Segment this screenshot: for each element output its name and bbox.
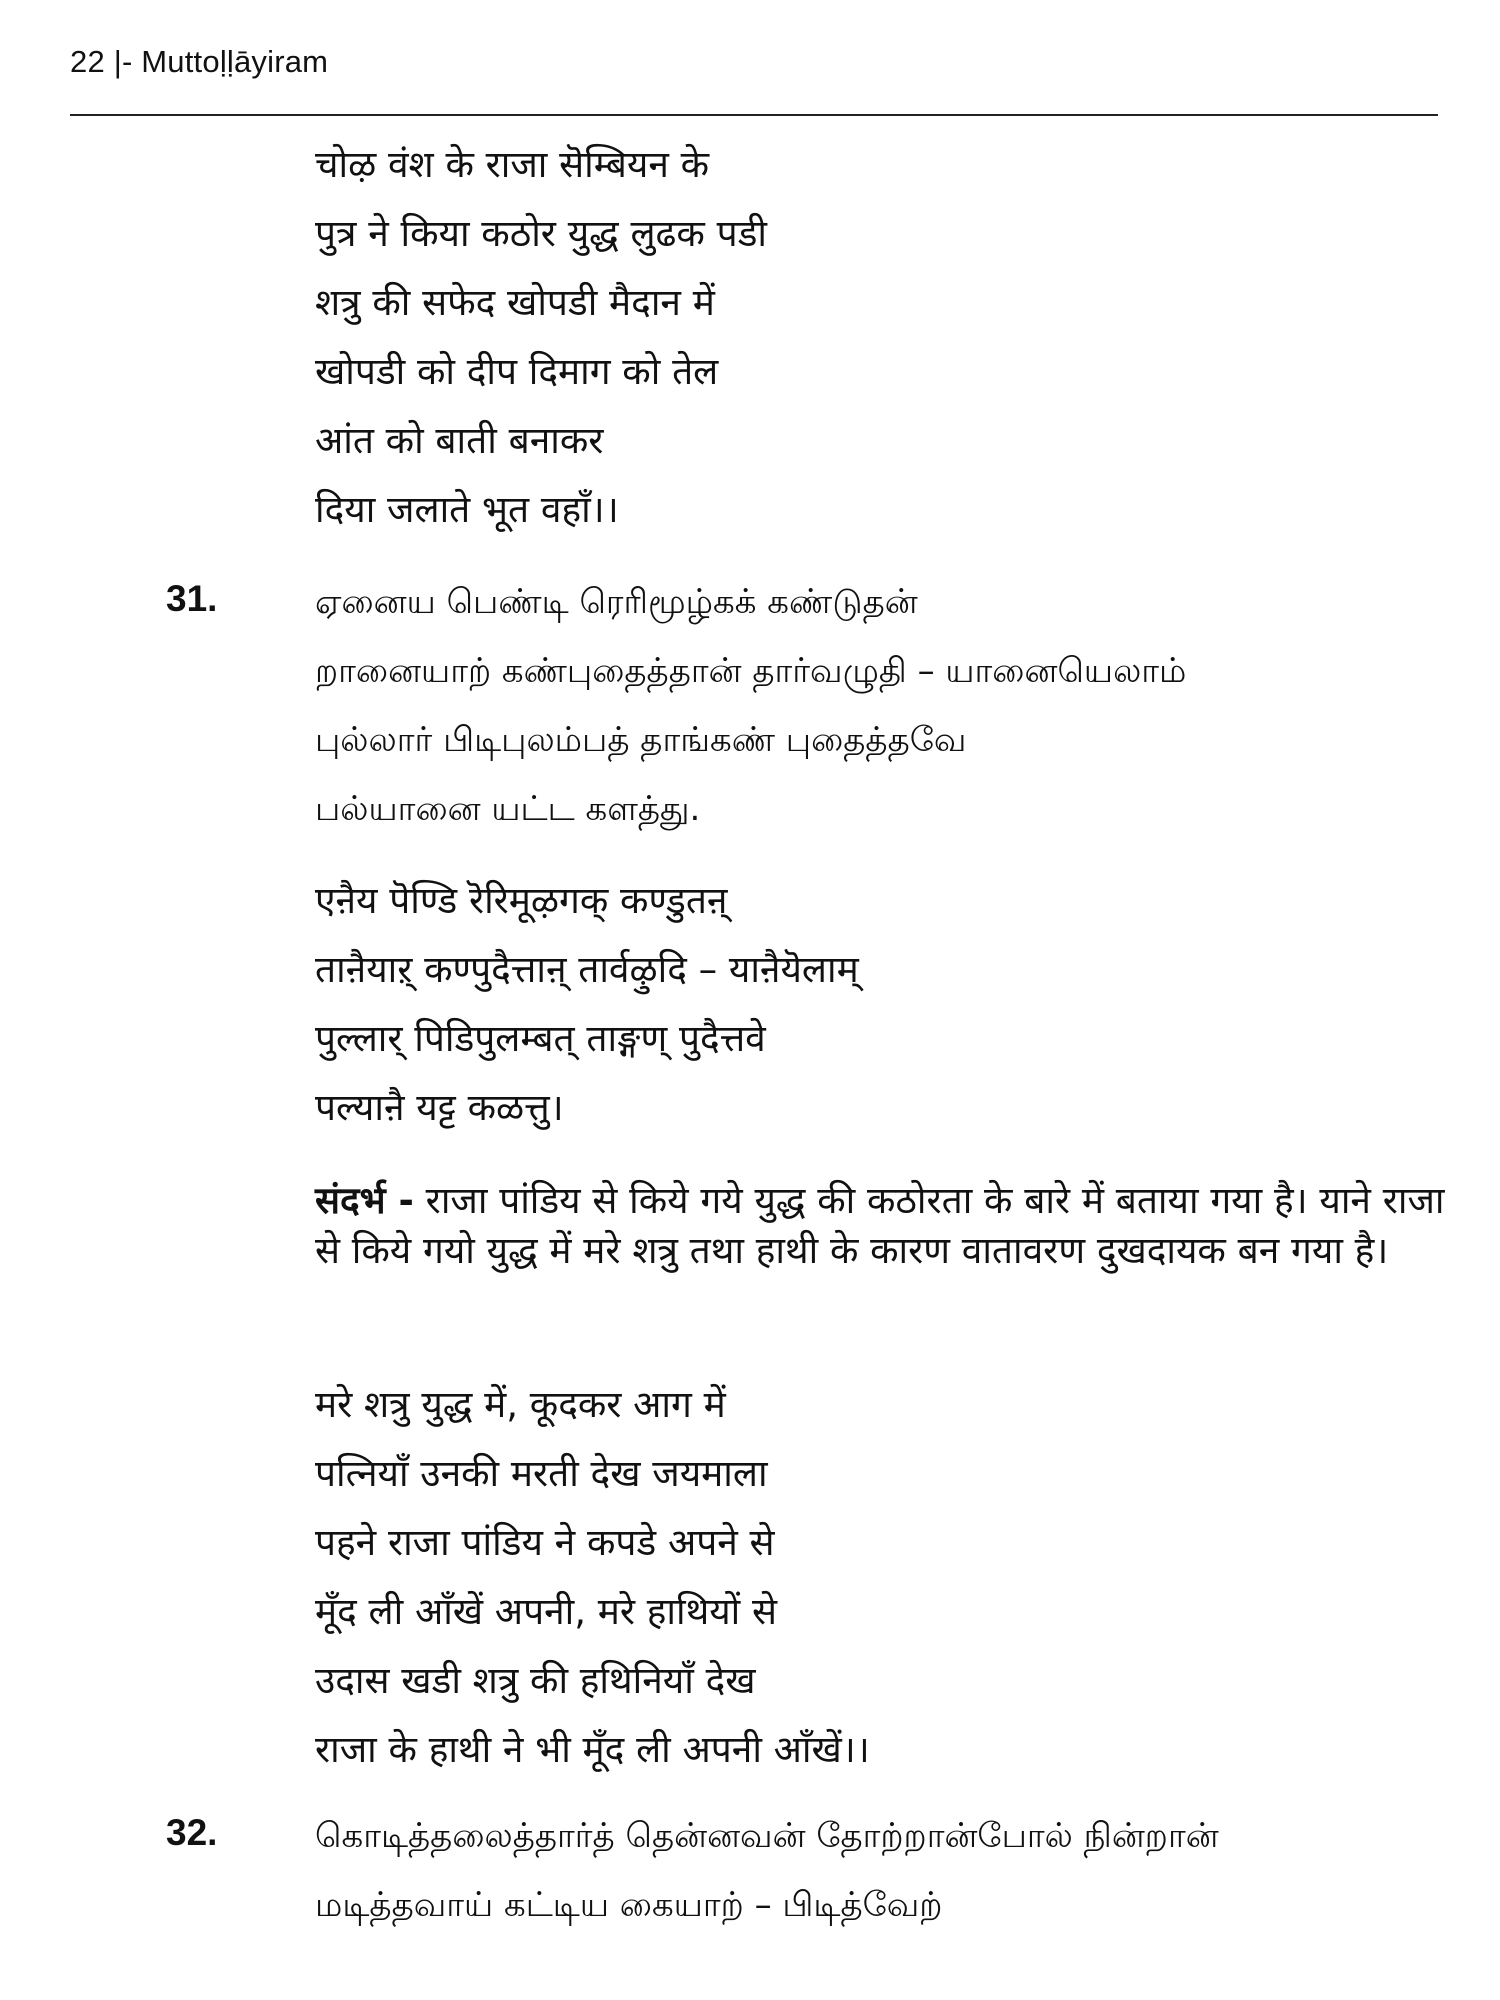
verse-32-tamil (315, 1802, 1455, 1940)
verse-line: पुत्र ने किया कठोर युद्ध लुढक पडी (315, 212, 767, 255)
tamil-line: பல்யானை யட்ட களத்து. (315, 789, 701, 829)
verse-line: खोपडी को दीप दिमाग को तेल (315, 350, 719, 393)
verse-line: शत्रु की सफेद खोपडी मैदान में (315, 281, 715, 324)
translation-line: मूँद ली आँखें अपनी, मरे हाथियों से (315, 1590, 778, 1633)
verse-line: दिया जलाते भूत वहाँ।। (315, 488, 619, 531)
translation-line: पहने राजा पांडिय ने कपडे अपने से (315, 1521, 775, 1564)
verse-number-31: 31. (166, 578, 218, 619)
transliteration-line: पल्याऩै यट्ट कळत्तु। (315, 1086, 564, 1129)
verse-line: आंत को बाती बनाकर (315, 419, 604, 462)
tamil-line: ஏனைய பெண்டி ரெரிமூழ்கக் கண்டுதன் (315, 582, 918, 622)
verse-31-context (315, 1176, 1465, 1276)
verse-number-32: 32. (166, 1812, 218, 1853)
translation-line: मरे शत्रु युद्ध में, कूदकर आग में (315, 1383, 726, 1426)
tamil-line: புல்லார் பிடிபுலம்பத் தாங்கண் புதைத்தவே (315, 720, 967, 760)
transliteration-line: पुल्लार् पिडिपुलम्बत् ताङ्गण् पुदैत्तवे (315, 1017, 766, 1060)
intro-stanza (315, 130, 1455, 544)
verse-31-transliteration (315, 866, 1455, 1142)
verse-31-tamil (315, 568, 1455, 844)
translation-line: पत्नियाँ उनकी मरती देख जयमाला (315, 1452, 768, 1495)
context-label: संदर्भ - (315, 1179, 414, 1222)
verse-line: चोऴ वंश के राजा सॆम्बियन के (315, 143, 710, 186)
tamil-line: கொடித்தலைத்தார்த் தென்னவன் தோற்றான்போல் நின்றான் (315, 1816, 1219, 1856)
translation-line: राजा के हाथी ने भी मूँद ली अपनी आँखें।। (315, 1728, 870, 1771)
tamil-line: மடித்தவாய் கட்டிய கையாற் – பிடித்வேற் (315, 1885, 943, 1925)
context-text: राजा पांडिय से किये गये युद्ध की कठोरता के बारे में बताया गया है। याने राजा से किये गयो युद्ध में मरे शत्रु तथा हाथी के कारण वातावरण दुखदायक बन गया है। (315, 1179, 1445, 1272)
transliteration-line: एऩैय पॆण्डि रॆरिमूऴगक् कण्डुतऩ् (315, 879, 728, 922)
header-rule (70, 114, 1438, 116)
transliteration-line: ताऩैयाऱ् कण्पुदैत्ताऩ् तार्वऴुदि – याऩैयॆलाम् (315, 948, 859, 991)
verse-31-translation (315, 1370, 1455, 1784)
tamil-line: றானையாற் கண்புதைத்தான் தார்வழுதி – யானையெலாம் (315, 651, 1187, 691)
running-head: 22 |- Muttoḷḷāyiram (70, 44, 329, 79)
translation-line: उदास खडी शत्रु की हथिनियाँ देख (315, 1659, 756, 1702)
